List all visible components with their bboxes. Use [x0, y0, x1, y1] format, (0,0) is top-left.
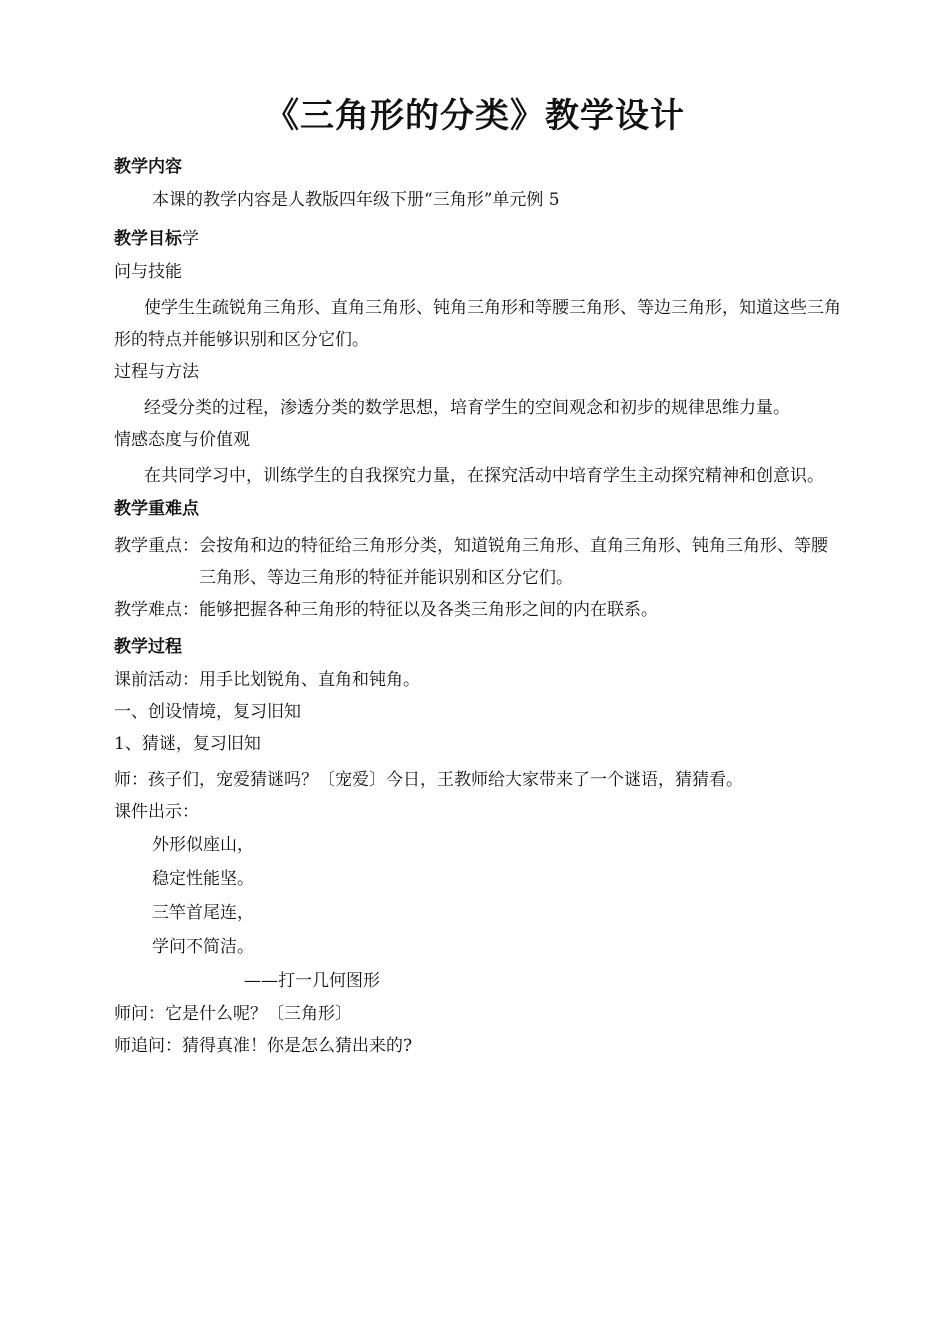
- riddle-line: 学问不简洁。: [152, 937, 254, 957]
- goals-subheading-knowledge: 问与技能: [114, 262, 182, 282]
- teacher-line-1: 师：孩子们，宠爱猜谜吗？〔宠爱〕今日，王教师给大家带来了一个谜语，猜猜看。: [114, 770, 743, 790]
- riddle-line: 稳定性能坚。: [152, 869, 254, 889]
- section-heading-process: 教学过程: [114, 637, 182, 657]
- goals-attitude-text: 在共同学习中，训练学生的自我探究力量，在探究活动中培育学生主动探究精神和创意识。: [144, 466, 824, 486]
- goals-heading-bold: 教学目标: [114, 229, 182, 249]
- difficult-point-row: [114, 594, 844, 626]
- goals-subheading-process: 过程与方法: [114, 362, 199, 382]
- difficult-point-label: 教学难点：: [114, 600, 199, 620]
- teacher-line-3: 师追问：猜得真准！你是怎么猜出来的?: [114, 1036, 413, 1056]
- section-heading-content: 教学内容: [114, 157, 182, 177]
- section-heading-goals: [114, 222, 844, 256]
- step-1-1-heading: 1、猜谜，复习旧知: [114, 734, 261, 754]
- goals-subheading-attitude: 情感态度与价值观: [114, 430, 250, 450]
- section-heading-keypoints: 教学重难点: [114, 499, 199, 519]
- goals-heading-tail: 学: [182, 229, 199, 249]
- teacher-line-2: 师问：它是什么呢？〔三角形〕: [114, 1004, 352, 1024]
- riddle-line: 三竿首尾连，: [152, 903, 254, 923]
- difficult-point-text: 能够把握各种三角形的特征以及各类三角形之间的内在联系。: [199, 600, 658, 620]
- riddle-line: 外形似座山，: [152, 835, 254, 855]
- document-title: 《三角形的分类》教学设计: [265, 96, 685, 136]
- courseware-label: 课件出示：: [114, 802, 199, 822]
- goals-process-text: 经受分类的过程，渗透分类的数学思想，培育学生的空间观念和初步的规律思维力量。: [144, 398, 790, 418]
- riddle-answer: ——打一几何图形: [244, 971, 380, 991]
- key-point-label: 教学重点：: [114, 536, 199, 556]
- pre-activity-text: 课前活动：用手比划锐角、直角和钝角。: [114, 670, 420, 690]
- content-text: 本课的教学内容是人教版四年级下册“三角形”单元例 5: [152, 190, 560, 210]
- goals-knowledge-text: 使学生生疏锐角三角形、直角三角形、钝角三角形和等腰三角形、等边三角形，知道这些三角形的特点并能够识别和区分它们。: [114, 298, 841, 350]
- key-point-text: 会按角和边的特征给三角形分类，知道锐角三角形、直角三角形、钝角三角形、等腰三角形、等边三角形的特征并能识别和区分它们。: [199, 536, 828, 588]
- step-1-heading: 一、创设情境，复习旧知: [114, 702, 301, 722]
- document-body: [114, 150, 844, 1062]
- key-point-row: [114, 530, 844, 594]
